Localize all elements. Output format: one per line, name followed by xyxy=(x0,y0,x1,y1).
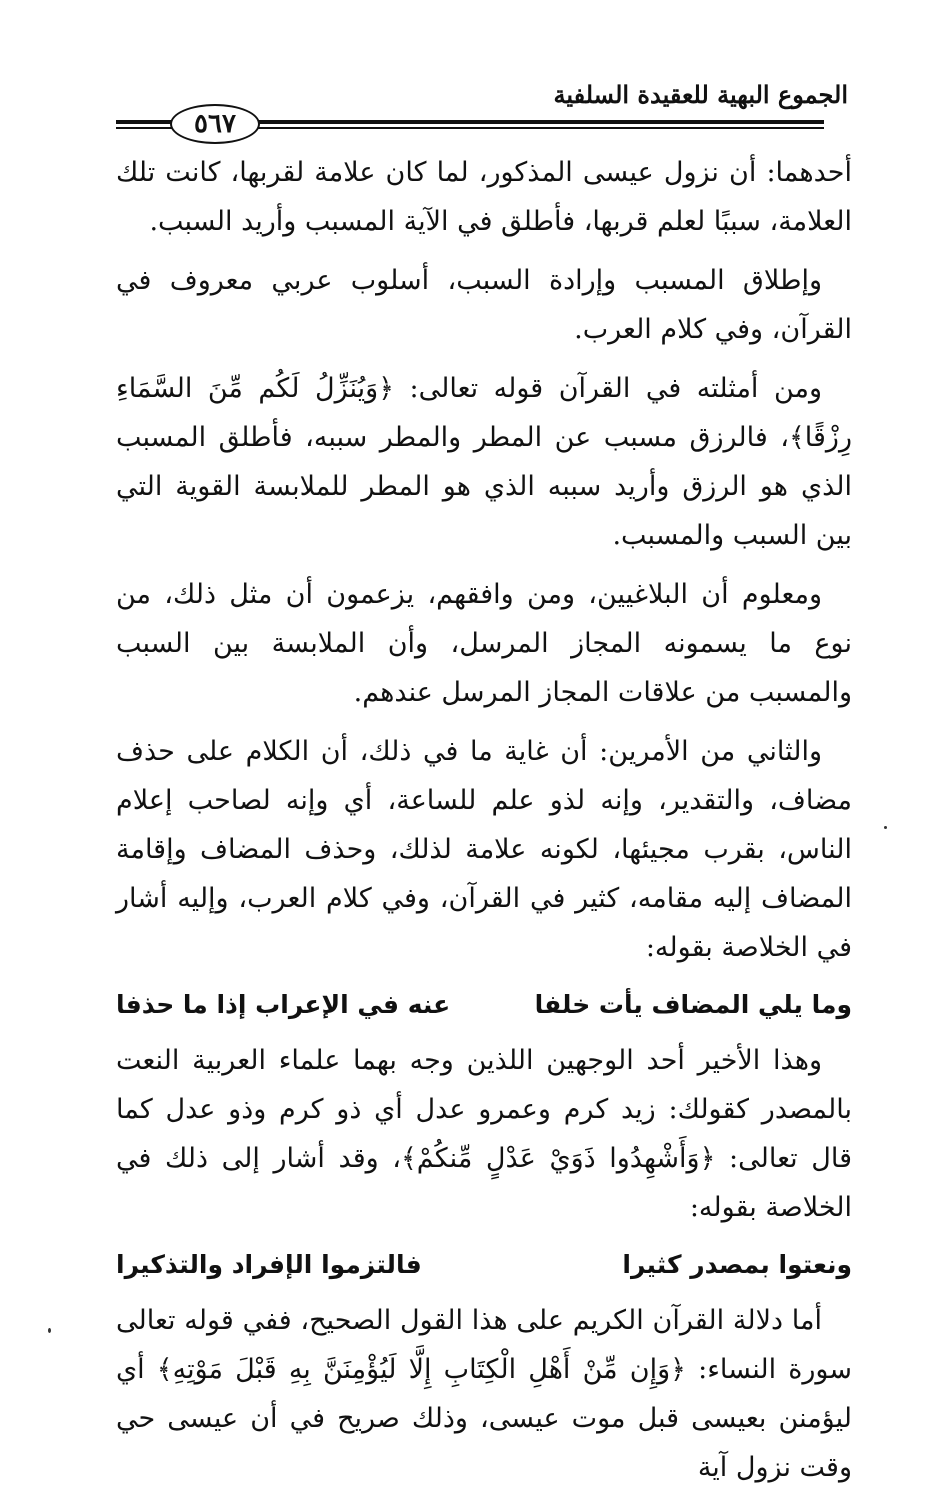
paragraph: ومعلوم أن البلاغيين، ومن وافقهم، يزعمون أن مثل ذلك، من نوع ما يسمونه المجاز المرسل، وأن الملابسة بين السبب والمسبب من علاقات المجاز المرسل عندهم. xyxy=(116,579,852,708)
poetry-verse xyxy=(116,1242,852,1288)
paragraph: ومن أمثلته في القرآن قوله تعالى: ﴿وَيُنَزِّلُ لَكُم مِّنَ السَّمَاءِ رِزْقًا﴾، فالرزق مسبب عن المطر والمطر سببه، فأطلق المسبب الذي هو الرزق وأريد سببه الذي هو المطر للملابسة القوية التي بين السبب والمسبب. xyxy=(116,373,852,551)
verse-second-hemistich: عنه في الإعراب إذا ما حذفا xyxy=(116,990,451,1019)
scan-speck xyxy=(48,1328,51,1333)
poetry-verse xyxy=(116,982,852,1028)
verse-second-hemistich: فالتزموا الإفراد والتذكيرا xyxy=(116,1250,422,1279)
paragraph: والثاني من الأمرين: أن غاية ما في ذلك، أن الكلام على حذف مضاف، والتقدير، وإنه لذو علم للساعة، أي وإنه لصاحب إعلام الناس، بقرب مجيئها، لكونه علامة لذلك، وحذف المضاف وإقامة المضاف إليه مقامه، كثير في القرآن، وفي كلام العرب، وإليه أشار في الخلاصة بقوله: xyxy=(116,736,852,963)
paragraph: أما دلالة القرآن الكريم على هذا القول الصحيح، ففي قوله تعالى سورة النساء: ﴿وَإِن مِّنْ أَهْلِ الْكِتَابِ إِلَّا لَيُؤْمِنَنَّ بِهِ قَبْلَ مَوْتِهِ﴾ أي ليؤمنن بعيسى قبل موت عيسى، وذلك صريح في أن عيسى حي وقت نزول آية xyxy=(116,1305,852,1483)
verse-first-hemistich: ونعتوا بمصدر كثيرا xyxy=(622,1250,852,1279)
paragraph: أحدهما: أن نزول عيسى المذكور، لما كان علامة لقربها، كانت تلك العلامة، سببًا لعلم قربها، فأطلق في الآية المسبب وأريد السبب. xyxy=(116,157,852,237)
page-body xyxy=(116,148,852,1502)
page-number-badge: ٥٦٧ xyxy=(170,104,260,144)
paragraph: وهذا الأخير أحد الوجهين اللذين وجه بهما علماء العربية النعت بالمصدر كقولك: زيد كرم وعمرو عدل أي ذو كرم وذو عدل كما قال تعالى: ﴿وَأَشْهِدُوا ذَوَيْ عَدْلٍ مِّنكُمْ﴾، وقد أشار إلى ذلك في الخلاصة بقوله: xyxy=(116,1045,852,1223)
verse-first-hemistich: وما يلي المضاف يأت خلفا xyxy=(534,990,852,1019)
paragraph: وإطلاق المسبب وإرادة السبب، أسلوب عربي معروف في القرآن، وفي كلام العرب. xyxy=(116,265,852,345)
scan-speck xyxy=(884,826,887,829)
running-header-title: الجموع البهية للعقيدة السلفية xyxy=(553,80,848,109)
